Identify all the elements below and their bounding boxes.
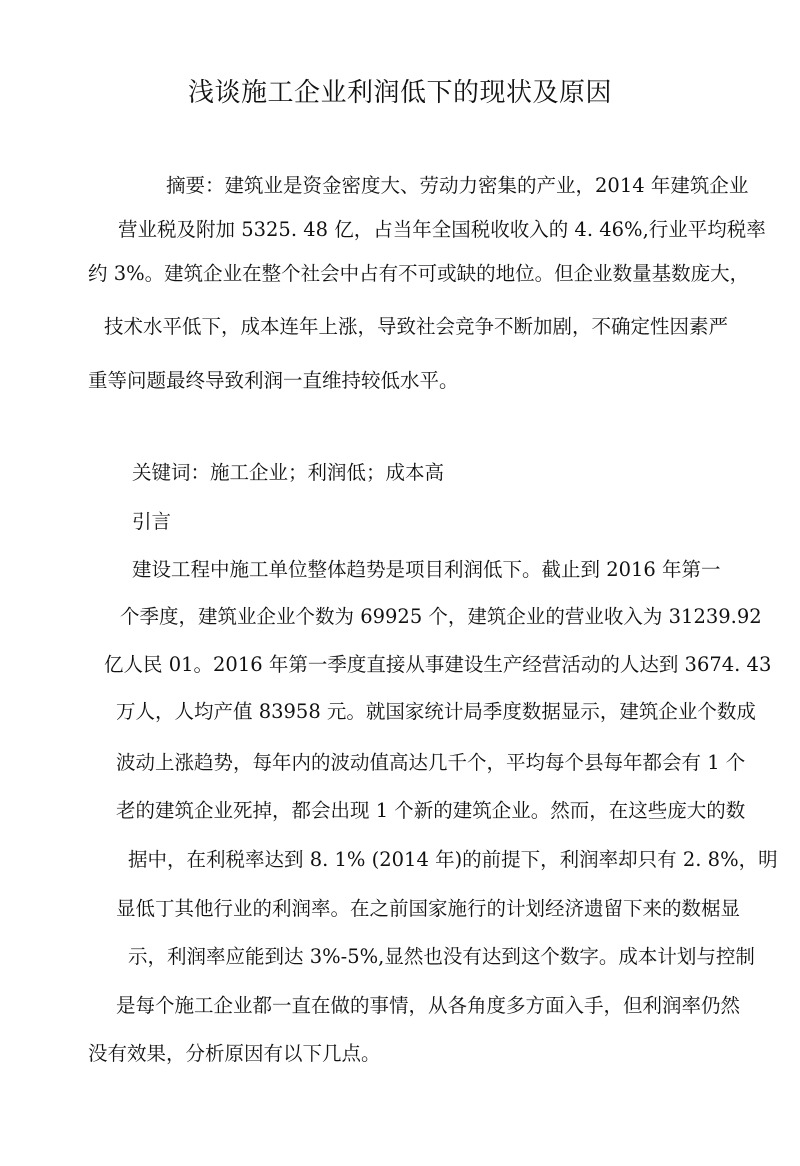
intro-line: 建设工程中施工单位整体趋势是项目利润低下。截止到 2016 年第一 [132,558,721,581]
abstract-line: 技术水平低下，成本连年上涨，导致社会竞争不断加剧，不确定性因素严 [104,315,729,338]
keywords-line: 关键词：施工企业；利润低；成本高 [132,461,445,484]
intro-line: 示，利润率应能到达 3%-5%,显然也没有达到这个数字。成本计划与控制 [128,945,755,968]
intro-line: 波动上涨趋势，每年内的波动值高达几千个，平均每个县每年都会有 1 个 [116,751,746,774]
abstract-line: 重等问题最终导致利润一直维持较低水平。 [88,369,459,392]
intro-line: 亿人民 01。2016 年第一季度直接从事建设生产经营活动的人达到 3674. 43 [104,653,772,676]
intro-line: 是每个施工企业都一直在做的事情，从各角度多方面入手，但利润率仍然 [116,994,741,1017]
intro-line: 个季度，建筑业企业个数为 69925 个，建筑企业的营业收入为 31239.92 [120,605,762,628]
abstract-line: 约 3%。建筑企业在整个社会中占有不可或缺的地位。但企业数量基数庞大， [88,262,750,285]
intro-line: 据中，在利税率达到 8. 1% (2014 年)的前提下，利润率却只有 2. 8%，明 [128,848,778,871]
intro-line: 老的建筑企业死掉，都会出现 1 个新的建筑企业。然而，在这些庞大的数 [116,799,746,822]
abstract-line: 摘要：建筑业是资金密度大、劳动力密集的产业，2014 年建筑企业 [166,174,749,197]
intro-line: 显低丁其他行业的利润率。在之前国家施行的计划经济遗留下来的数椐显 [116,897,741,920]
abstract-line: 营业税及附加 5325. 48 亿，占当年全国税收收入的 4. 46%,行业平均税率 [118,218,766,241]
document-title: 浅谈施工企业利润低下的现状及原因 [187,78,612,108]
intro-line: 万人，人均产值 83958 元。就国家统计局季度数据显示，建筑企业个数成 [116,700,756,723]
intro-heading: 引言 [132,510,172,533]
intro-line: 没有效果，分析原因有以下几点。 [88,1042,381,1065]
